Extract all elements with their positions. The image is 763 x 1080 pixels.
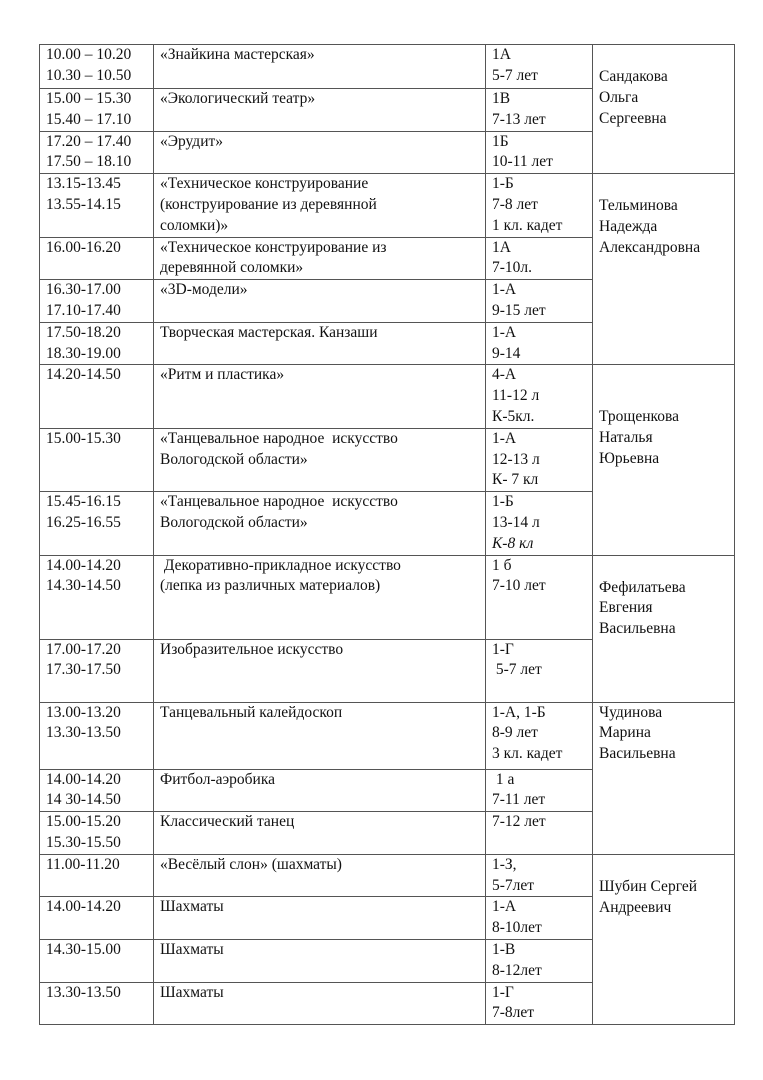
time-cell: 14.00-14.20 14 30-14.50 bbox=[40, 769, 154, 812]
schedule-table bbox=[39, 44, 735, 1025]
time-cell: 15.00-15.20 15.30-15.50 bbox=[40, 812, 154, 855]
activity-cell: «Танцевальное народное искусство Вологодской области» bbox=[154, 428, 486, 491]
activity-cell: Шахматы bbox=[154, 939, 486, 982]
activity-cell: Шахматы bbox=[154, 897, 486, 940]
time-cell: 15.00 – 15.30 15.40 – 17.10 bbox=[40, 89, 154, 132]
activity-cell: Фитбол-аэробика bbox=[154, 769, 486, 812]
time-cell: 17.50-18.20 18.30-19.00 bbox=[40, 322, 154, 365]
group-cell: 1Б 10-11 лет bbox=[486, 131, 593, 174]
time-cell: 14.20-14.50 bbox=[40, 365, 154, 428]
time-cell: 16.30-17.00 17.10-17.40 bbox=[40, 280, 154, 323]
activity-cell: «Техническое конструирование из деревянной соломки» bbox=[154, 237, 486, 280]
group-cell: 1-Г 5-7 лет bbox=[486, 639, 593, 702]
group-cell: 1-В 8-12лет bbox=[486, 939, 593, 982]
group-cell: 1-А 8-10лет bbox=[486, 897, 593, 940]
table-row bbox=[40, 702, 735, 769]
activity-cell: «Танцевальное народное искусство Вологодской области» bbox=[154, 492, 486, 555]
time-cell: 11.00-11.20 bbox=[40, 854, 154, 897]
activity-cell: «Весёлый слон» (шахматы) bbox=[154, 854, 486, 897]
group-cell: 1 б 7-10 лет bbox=[486, 555, 593, 639]
activity-cell: «Экологический театр» bbox=[154, 89, 486, 132]
time-cell: 13.30-13.50 bbox=[40, 982, 154, 1025]
group-cell: 1А 5-7 лет bbox=[486, 45, 593, 89]
time-cell: 15.45-16.15 16.25-16.55 bbox=[40, 492, 154, 555]
teacher-cell: Трощенкова Наталья Юрьевна bbox=[593, 365, 735, 555]
group-cell: 1-А 12-13 л К- 7 кл bbox=[486, 428, 593, 491]
time-cell: 14.00-14.20 14.30-14.50 bbox=[40, 555, 154, 639]
time-cell: 17.20 – 17.40 17.50 – 18.10 bbox=[40, 131, 154, 174]
time-cell: 15.00-15.30 bbox=[40, 428, 154, 491]
group-cell: 1-З, 5-7лет bbox=[486, 854, 593, 897]
activity-cell: Классический танец bbox=[154, 812, 486, 855]
teacher-cell: Чудинова Марина Васильевна bbox=[593, 702, 735, 854]
table-row bbox=[40, 45, 735, 89]
group-cell: 1-А 9-15 лет bbox=[486, 280, 593, 323]
teacher-cell: Сандакова Ольга Сергеевна bbox=[593, 45, 735, 174]
table-row bbox=[40, 854, 735, 897]
activity-cell: Изобразительное искусство bbox=[154, 639, 486, 702]
teacher-cell: Фефилатьева Евгения Васильевна bbox=[593, 555, 735, 702]
group-cell: 7-12 лет bbox=[486, 812, 593, 855]
activity-cell: Шахматы bbox=[154, 982, 486, 1025]
activity-cell: «Знайкина мастерская» bbox=[154, 45, 486, 89]
group-cell: 1В 7-13 лет bbox=[486, 89, 593, 132]
activity-cell: Творческая мастерская. Канзаши bbox=[154, 322, 486, 365]
time-cell: 10.00 – 10.20 10.30 – 10.50 bbox=[40, 45, 154, 89]
group-cell: 1-Б 7-8 лет 1 кл. кадет bbox=[486, 174, 593, 237]
activity-cell: «Техническое конструирование (конструирование из деревянной соломки)» bbox=[154, 174, 486, 237]
teacher-cell: Шубин Сергей Андреевич bbox=[593, 854, 735, 1024]
activity-cell: «3D-модели» bbox=[154, 280, 486, 323]
table-row bbox=[40, 555, 735, 639]
activity-cell: «Эрудит» bbox=[154, 131, 486, 174]
teacher-cell: Тельминова Надежда Александровна bbox=[593, 174, 735, 365]
group-cell: 1А 7-10л. bbox=[486, 237, 593, 280]
time-cell: 17.00-17.20 17.30-17.50 bbox=[40, 639, 154, 702]
activity-cell: Танцевальный калейдоскоп bbox=[154, 702, 486, 769]
activity-cell: Декоративно-прикладное искусство (лепка из различных материалов) bbox=[154, 555, 486, 639]
group-cell: 1-Б 13-14 л К-8 кл bbox=[486, 492, 593, 555]
group-cell: 1-А 9-14 bbox=[486, 322, 593, 365]
time-cell: 16.00-16.20 bbox=[40, 237, 154, 280]
time-cell: 13.15-13.45 13.55-14.15 bbox=[40, 174, 154, 237]
table-row bbox=[40, 174, 735, 237]
time-cell: 13.00-13.20 13.30-13.50 bbox=[40, 702, 154, 769]
table-row bbox=[40, 365, 735, 428]
group-cell: 1 а 7-11 лет bbox=[486, 769, 593, 812]
activity-cell: «Ритм и пластика» bbox=[154, 365, 486, 428]
time-cell: 14.30-15.00 bbox=[40, 939, 154, 982]
group-cell: 1-Г 7-8лет bbox=[486, 982, 593, 1025]
time-cell: 14.00-14.20 bbox=[40, 897, 154, 940]
group-cell: 4-А 11-12 л К-5кл. bbox=[486, 365, 593, 428]
group-cell: 1-А, 1-Б 8-9 лет 3 кл. кадет bbox=[486, 702, 593, 769]
